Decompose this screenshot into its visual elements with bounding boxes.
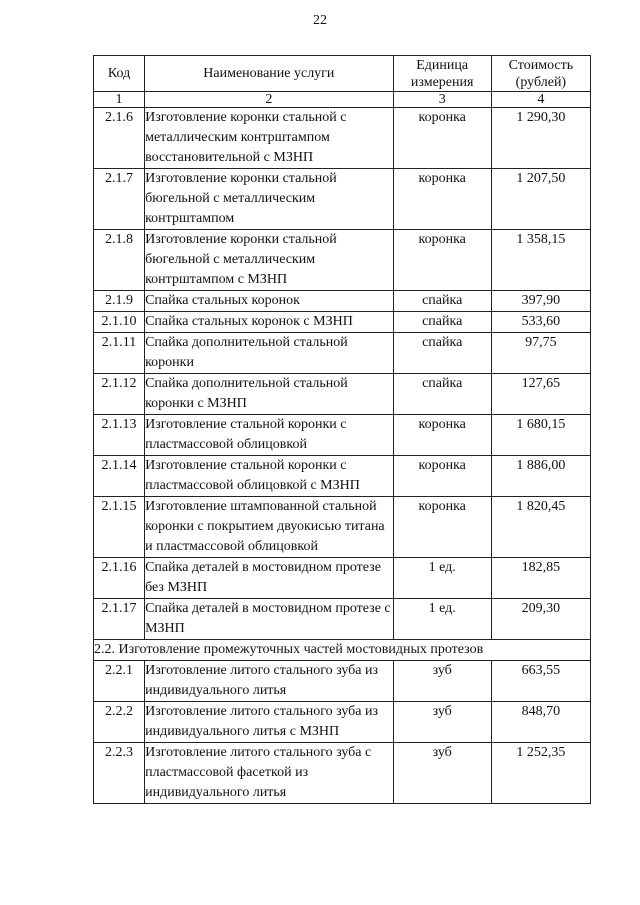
table-row: [94, 312, 591, 333]
header-name: Наименование услуги: [145, 56, 394, 92]
code-cell: 2.1.17: [94, 599, 145, 640]
unit-cell: спайка: [393, 291, 491, 312]
section-row: [94, 640, 591, 661]
code-cell: 2.1.11: [94, 333, 145, 374]
service-name-cell: Спайка стальных коронок с МЗНП: [145, 312, 394, 333]
code-cell: 2.1.6: [94, 108, 145, 169]
rows-section-2-1: [94, 108, 591, 640]
table-row: [94, 702, 591, 743]
code-cell: 2.1.10: [94, 312, 145, 333]
code-cell: 2.2.2: [94, 702, 145, 743]
rows-section-2-2: [94, 661, 591, 804]
service-name-cell: Изготовление литого стального зуба из индивидуального литья с МЗНП: [145, 702, 394, 743]
header-code: Код: [94, 56, 145, 92]
cost-cell: 1 680,15: [491, 415, 590, 456]
cost-cell: 663,55: [491, 661, 590, 702]
unit-cell: зуб: [393, 743, 491, 804]
table-row: [94, 291, 591, 312]
service-name-cell: Изготовление литого стального зуба с пластмассовой фасеткой из индивидуального литья: [145, 743, 394, 804]
table-row: [94, 108, 591, 169]
unit-cell: спайка: [393, 374, 491, 415]
cost-cell: 848,70: [491, 702, 590, 743]
code-cell: 2.2.1: [94, 661, 145, 702]
header-unit: Единица измерения: [393, 56, 491, 92]
table-row: [94, 558, 591, 599]
code-cell: 2.1.13: [94, 415, 145, 456]
service-name-cell: Изготовление штампованной стальной коронки с покрытием двуокисью титана и пластмассовой облицовкой: [145, 497, 394, 558]
unit-cell: спайка: [393, 312, 491, 333]
cost-cell: 1 252,35: [491, 743, 590, 804]
column-number: 2: [145, 92, 394, 108]
table-row: [94, 230, 591, 291]
code-cell: 2.1.8: [94, 230, 145, 291]
unit-cell: зуб: [393, 661, 491, 702]
unit-cell: 1 ед.: [393, 599, 491, 640]
cost-cell: 1 290,30: [491, 108, 590, 169]
cost-cell: 1 207,50: [491, 169, 590, 230]
service-name-cell: Спайка деталей в мостовидном протезе без МЗНП: [145, 558, 394, 599]
unit-cell: зуб: [393, 702, 491, 743]
unit-cell: спайка: [393, 333, 491, 374]
cost-cell: 533,60: [491, 312, 590, 333]
cost-cell: 97,75: [491, 333, 590, 374]
column-number: 4: [491, 92, 590, 108]
table-row: [94, 333, 591, 374]
cost-cell: 1 886,00: [491, 456, 590, 497]
table-row: [94, 743, 591, 804]
code-cell: 2.1.9: [94, 291, 145, 312]
cost-cell: 182,85: [491, 558, 590, 599]
code-cell: 2.1.16: [94, 558, 145, 599]
table-row: [94, 456, 591, 497]
price-table: [93, 55, 591, 804]
column-number: 3: [393, 92, 491, 108]
code-cell: 2.1.14: [94, 456, 145, 497]
service-name-cell: Изготовление коронки стальной с металлическим контрштампом восстановительной с МЗНП: [145, 108, 394, 169]
cost-cell: 209,30: [491, 599, 590, 640]
unit-cell: коронка: [393, 456, 491, 497]
code-cell: 2.1.15: [94, 497, 145, 558]
section-2-2: [94, 640, 591, 661]
page-number: 22: [313, 13, 327, 28]
service-name-cell: Спайка стальных коронок: [145, 291, 394, 312]
table-row: [94, 415, 591, 456]
column-number-row: [94, 92, 591, 108]
header-cost: Стоимость (рублей): [491, 56, 590, 92]
table-row: [94, 169, 591, 230]
service-name-cell: Изготовление коронки стальной бюгельной с металлическим контрштампом с МЗНП: [145, 230, 394, 291]
cost-cell: 397,90: [491, 291, 590, 312]
unit-cell: коронка: [393, 108, 491, 169]
unit-cell: 1 ед.: [393, 558, 491, 599]
service-name-cell: Изготовление стальной коронки с пластмассовой облицовкой с МЗНП: [145, 456, 394, 497]
cost-cell: 1 820,45: [491, 497, 590, 558]
unit-cell: коронка: [393, 169, 491, 230]
table-row: [94, 599, 591, 640]
service-name-cell: Изготовление коронки стальной бюгельной с металлическим контрштампом: [145, 169, 394, 230]
table-row: [94, 374, 591, 415]
table-row: [94, 661, 591, 702]
unit-cell: коронка: [393, 230, 491, 291]
cost-cell: 127,65: [491, 374, 590, 415]
unit-cell: коронка: [393, 415, 491, 456]
service-name-cell: Спайка дополнительной стальной коронки с МЗНП: [145, 374, 394, 415]
section-title: 2.2. Изготовление промежуточных частей мостовидных протезов: [94, 640, 591, 661]
service-name-cell: Изготовление литого стального зуба из индивидуального литья: [145, 661, 394, 702]
code-cell: 2.1.7: [94, 169, 145, 230]
unit-cell: коронка: [393, 497, 491, 558]
header-row: [94, 56, 591, 92]
table-row: [94, 497, 591, 558]
code-cell: 2.1.12: [94, 374, 145, 415]
code-cell: 2.2.3: [94, 743, 145, 804]
service-name-cell: Изготовление стальной коронки с пластмассовой облицовкой: [145, 415, 394, 456]
service-name-cell: Спайка дополнительной стальной коронки: [145, 333, 394, 374]
column-number: 1: [94, 92, 145, 108]
cost-cell: 1 358,15: [491, 230, 590, 291]
service-name-cell: Спайка деталей в мостовидном протезе с МЗНП: [145, 599, 394, 640]
